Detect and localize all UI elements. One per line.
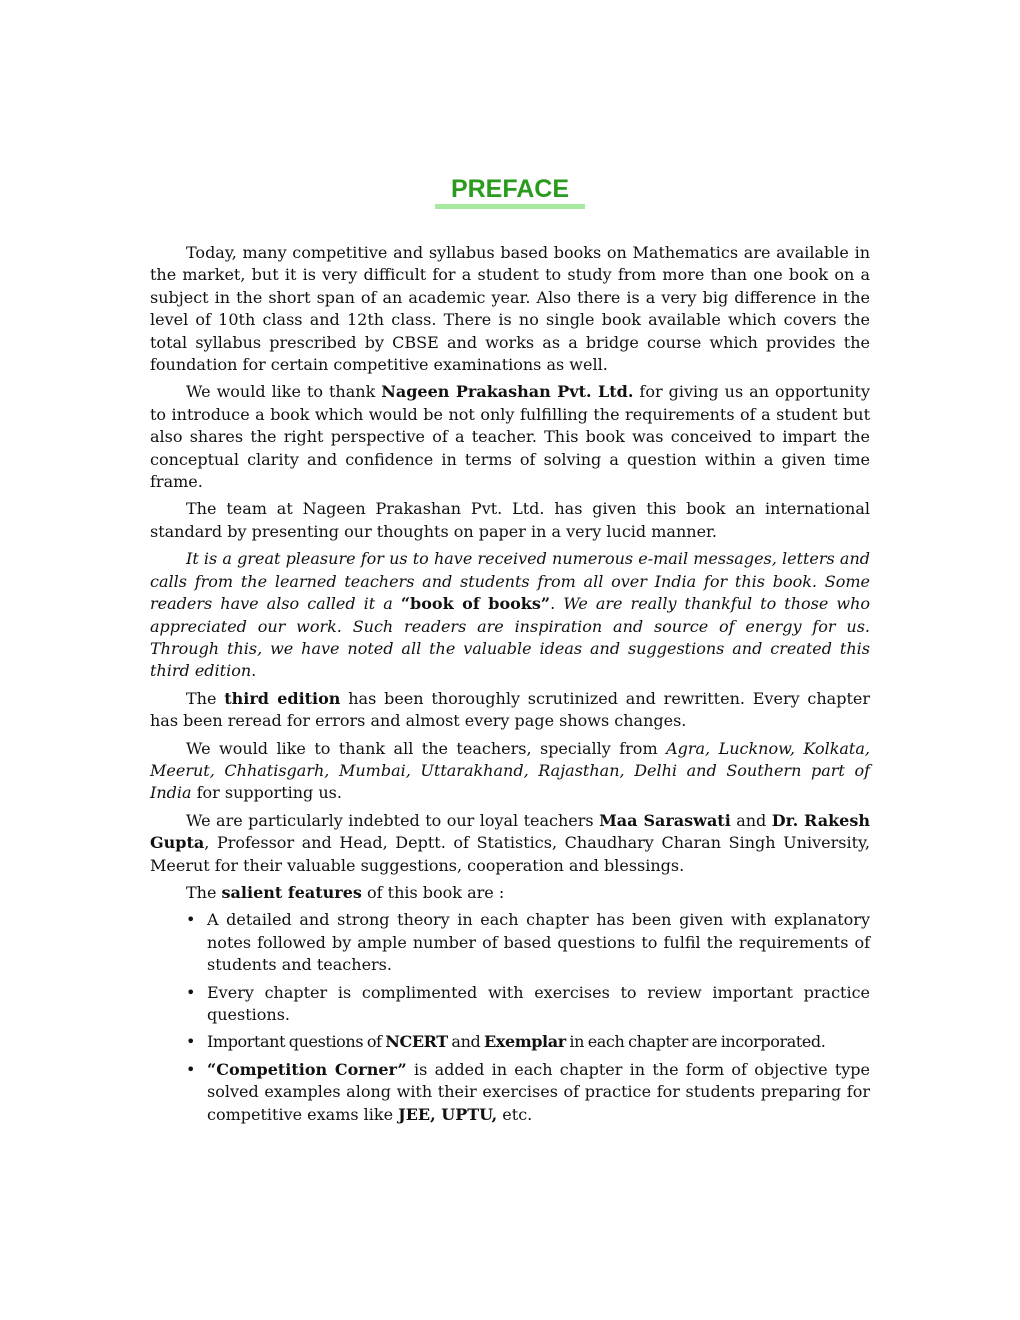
paragraph-6 [150, 738, 870, 805]
paragraph-4 [150, 548, 870, 682]
title-underline [435, 204, 585, 209]
list-item [150, 909, 870, 976]
f3-before: Important questions of [207, 1032, 386, 1052]
f4-mid: is added in each chapter in the form of objective type solved examples along with their exercises of practice for students preparing for competitive exams like [207, 1059, 870, 1124]
p6-places: Agra, Lucknow, Kolkata, Meerut, Chhatisgarh, Mumbai, Uttarakhand, Rajasthan, Delhi and Southern part of India [150, 738, 870, 803]
book-of-books: “book of books” [400, 594, 551, 614]
bullet-icon: • [186, 1059, 196, 1079]
title-block [150, 170, 870, 209]
third-edition: third edition [224, 688, 341, 708]
p7-text-after: , Professor and Head, Deptt. of Statistics, Chaudhary Charan Singh University, Meerut for their valuable suggestions, cooperation and blessings. [150, 833, 870, 875]
feature-1-text: A detailed and strong theory in each chapter has been given with explanatory notes followed by ample number of based questions to fulfil the requirements of students and teachers. [207, 910, 870, 975]
title-text: PREFACE [450, 175, 570, 203]
p6-text-before: We would like to thank all the teachers, specially from [186, 738, 667, 758]
p5-text-after: has been thoroughly scrutinized and rewritten. Every chapter has been reread for errors and almost every page shows changes. [150, 688, 871, 731]
f3-mid: and [447, 1032, 485, 1052]
features-list [150, 909, 870, 1126]
p6-text-after: for supporting us. [191, 783, 342, 803]
salient-features: salient features [221, 882, 362, 902]
paragraph-1: Today, many competitive and syllabus based books on Mathematics are available in the market, but it is very difficult for a student to study from more than one book on a subject in the short span of an academic year. Also there is a very big difference in the level of 10th class and 12th class. There is no single book available which covers the total syllabus prescribed by CBSE and works as a bridge course which provides the foundation for certain competitive examinations as well. [150, 243, 870, 375]
list-item [150, 982, 870, 1027]
p8-text-before: The [186, 882, 222, 902]
preface-page [150, 170, 870, 1131]
list-item [150, 1059, 870, 1126]
paragraph-7 [150, 810, 870, 877]
f3-after: in each chapter are incorporated. [565, 1032, 826, 1052]
p2-text-before: We would like to thank [186, 382, 382, 402]
page-title [435, 170, 585, 209]
p8-text-after: of this book are : [361, 882, 505, 902]
feature-2-text: Every chapter is complimented with exercises to review important practice questions. [207, 982, 870, 1024]
competition-corner: “Competition Corner” [207, 1059, 407, 1079]
paragraph-3: The team at Nageen Prakashan Pvt. Ltd. has given this book an international standard by presenting our thoughts on paper in a very lucid manner. [150, 499, 870, 541]
p2-text-after: for giving us an opportunity to introduce a book which would be not only fulfilling the requirements of a student but also shares the right perspective of a teacher. This book was conceived to impart the conceptual clarity and confidence in terms of solving a question within a given time frame. [150, 382, 870, 492]
p4-italic-2: We are really thankful to those who appreciated our work. Such readers are inspiration and source of energy for us. Through this, we have noted all the valuable ideas and suggestions and created this third edition [150, 594, 871, 681]
p7-text-before: We are particularly indebted to our loyal teachers [186, 810, 600, 830]
p7-mid: and [730, 810, 772, 830]
bullet-icon: • [186, 1032, 196, 1052]
paragraph-2 [150, 381, 870, 493]
publisher-name: Nageen Prakashan Pvt. Ltd. [381, 382, 634, 402]
p4-end: . [251, 661, 257, 681]
list-item [150, 1031, 870, 1053]
p5-text-before: The [186, 688, 225, 708]
paragraph-8 [150, 882, 870, 904]
p4-italic-1: It is a great pleasure for us to have received numerous e-mail messages, letters and calls from the learned teachers and students from all over India for this book. Some readers have also called it a [150, 549, 870, 614]
bullet-icon: • [186, 910, 196, 930]
ncert: NCERT [385, 1032, 448, 1052]
exemplar: Exemplar [484, 1032, 566, 1052]
paragraph-5 [150, 688, 870, 733]
maa-saraswati: Maa Saraswati [599, 810, 731, 830]
exam-names: JEE, UPTU, [398, 1104, 498, 1124]
bullet-icon: • [186, 982, 196, 1002]
dr-rakesh-gupta: Dr. Rakesh Gupta [150, 810, 870, 853]
p4-mid: . [550, 594, 564, 614]
f4-after: etc. [497, 1104, 533, 1124]
